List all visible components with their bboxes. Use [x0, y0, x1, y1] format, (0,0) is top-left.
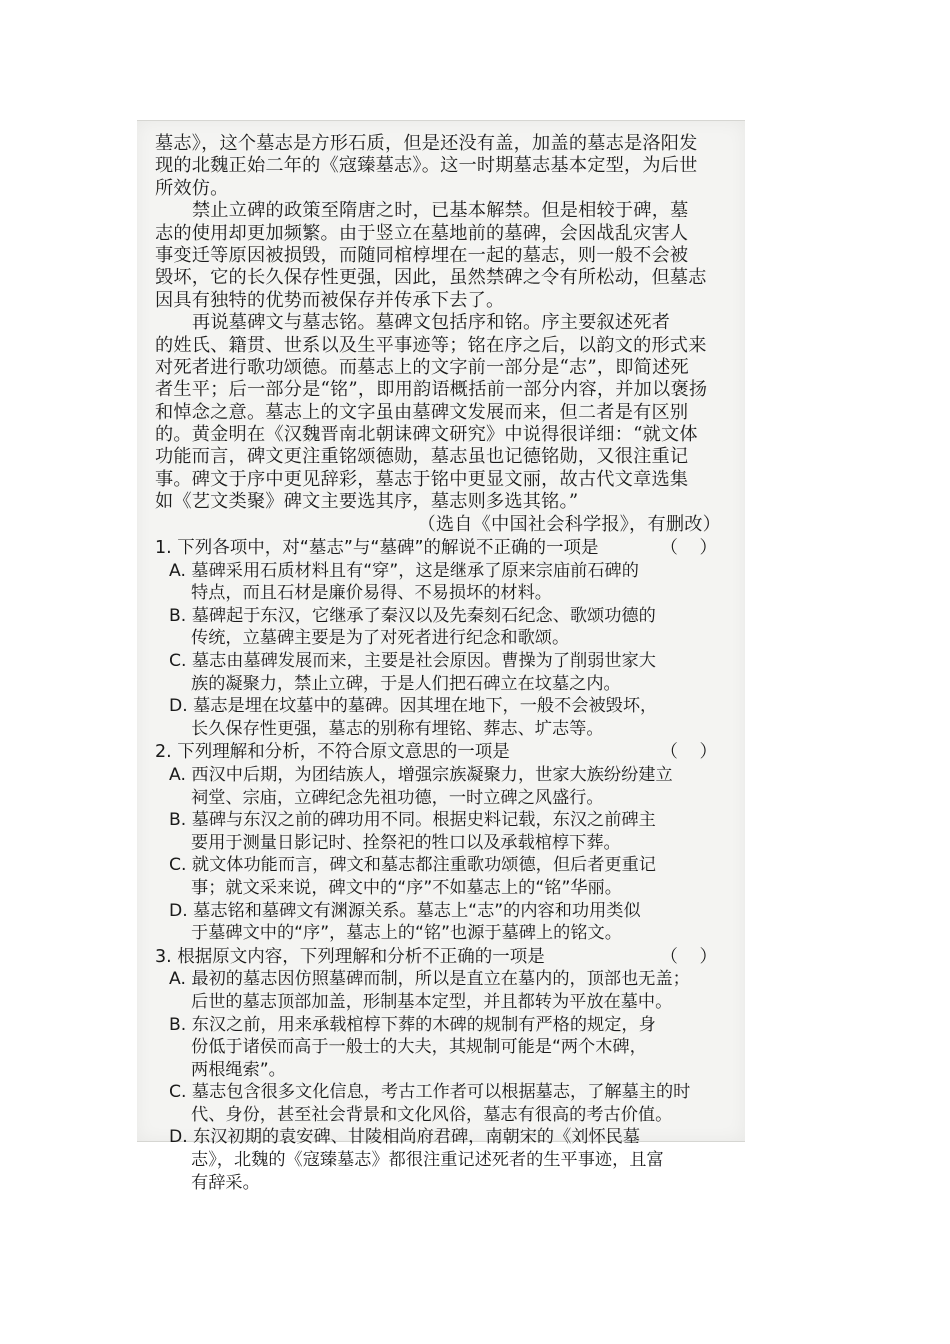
option-b: B. 墓碑起于东汉，它继承了秦汉以及先秦刻石纪念、歌颂功德的 传统，立墓碑主要是为了对死者进行纪念和歌颂。 [169, 605, 656, 649]
text-line: 墓志》，这个墓志是方形石质，但是还没有盖，加盖的墓志是洛阳发 [155, 133, 698, 154]
text-line: 者生平；后一部分是“铭”，即用韵语概括前一部分内容，并加以褒扬 [155, 379, 708, 401]
page-content [155, 133, 733, 1194]
question-stem: 1. 下列各项中，对“墓志”与“墓碑”的解说不正确的一项是 [155, 538, 599, 559]
text-line: 事变迁等原因被损毁，而随同棺椁埋在一起的墓志，则一般不会被 [155, 244, 689, 266]
option-c: C. 就文体功能而言，碑文和墓志都注重歌功颂德，但后者更重记 事；就文采来说，碑文中的“序”不如墓志上的“铭”华丽。 [169, 855, 656, 898]
question-stem: 2. 下列理解和分析，不符合原文意思的一项是 [155, 742, 510, 763]
option-d: D. 东汉初期的袁安碑、甘陵相尚府君碑，南朝宋的《刘怀民墓 志》，北魏的《寇臻墓志》都很注重记述死者的生平事迹，且富 有辞采。 [169, 1127, 664, 1193]
option-d: D. 墓志是埋在坟墓中的墓碑。因其埋在地下，一般不会被毁坏， 长久保存性更强，墓志的别称有埋铭、葬志、圹志等。 [169, 696, 658, 739]
text-line: 志的使用却更加频繁。由于竖立在墓地前的墓碑，会因战乱灾害人 [155, 222, 689, 244]
answer-blank: （ ） [660, 742, 725, 763]
source-citation: （选自《中国社会科学报》，有删改） [417, 513, 721, 535]
option-d: D. 墓志铭和墓碑文有渊源关系。墓志上“志”的内容和功用类似 于墓碑文中的“序”，墓志上的“铭”也源于墓碑上的铭文。 [169, 900, 641, 944]
option-c: C. 墓志包含很多文化信息，考古工作者可以根据墓志，了解墓主的时 代、身份，甚至社会背景和文化风俗，墓志有很高的考古价值。 [169, 1082, 691, 1125]
question-stem: 3. 根据原文内容，下列理解和分析不正确的一项是 [155, 946, 545, 967]
option-a: A. 墓碑采用石质材料且有“穿”，这是继承了原来宗庙前石碑的 特点，而且石材是廉价易得、不易损坏的材料。 [169, 560, 639, 604]
passage-paragraph-3 [155, 312, 733, 514]
question-1 [155, 537, 733, 740]
text-line: 的。黄金明在《汉魏晋南北朝诔碑文研究》中说得很详细：“就文体 [155, 424, 698, 446]
text-line: 因具有独特的优势而被保存并传承下去了。 [155, 289, 505, 311]
text-line: 和悼念之意。墓志上的文字虽由墓碑文发展而来，但二者是有区别 [155, 401, 689, 423]
answer-blank: （ ） [660, 538, 725, 559]
text-line: 现的北魏正始二年的《寇臻墓志》。这一时期墓志基本定型，为后世 [155, 155, 698, 177]
option-a: A. 西汉中后期，为团结族人，增强宗族凝聚力，世家大族纷纷建立 祠堂、宗庙，立碑纪念先祖功德，一时立碑之风盛行。 [169, 764, 673, 808]
scanned-page [137, 120, 745, 1193]
passage-paragraph-2 [155, 200, 733, 312]
text-line: 毁坏，它的长久保存性更强，因此，虽然禁碑之令有所松动，但墓志 [155, 267, 707, 289]
text-line: 对死者进行歌功颂德。而墓志上的文字前一部分是“志”，即简述死 [155, 356, 689, 378]
text-line: 事。碑文于序中更见辞彩，墓志于铭中更显文丽，故古代文章选集 [155, 468, 689, 490]
option-b: B. 墓碑与东汉之前的碑功用不同。根据史料记载，东汉之前碑主 要用于测量日影记时、拴祭祀的牲口以及承载棺椁下葬。 [169, 810, 656, 853]
text-line: 功能而言，碑文更注重铭颂德勋，墓志虽也记德铭勋，又很注重记 [155, 446, 689, 468]
question-3 [155, 946, 733, 1195]
passage-paragraph-1 [155, 133, 733, 200]
option-a: A. 最初的墓志因仿照墓碑而制，所以是直立在墓内的，顶部也无盖； 后世的墓志顶部加盖，形制基本定型，并且都转为平放在墓中。 [169, 969, 690, 1012]
text-line: 所效仿。 [155, 177, 229, 199]
option-b: B. 东汉之前，用来承载棺椁下葬的木碑的规制有严格的规定，身 份低于诸侯而高于一般士的大夫，其规制可能是“两个木碑， 两根绳索”。 [169, 1014, 656, 1080]
question-2 [155, 741, 733, 944]
text-line: 再说墓碑文与墓志铭。墓碑文包括序和铭。序主要叙述死者 [192, 312, 671, 334]
option-c: C. 墓志由墓碑发展而来，主要是社会原因。曹操为了削弱世家大 族的凝聚力，禁止立碑，于是人们把石碑立在坟墓之内。 [169, 651, 656, 694]
answer-blank: （ ） [660, 946, 725, 967]
text-line: 禁止立碑的政策至隋唐之时，已基本解禁。但是相较于碑，墓 [192, 200, 689, 222]
text-line: 的姓氏、籍贯、世系以及生平事迹等；铭在序之后，以韵文的形式来 [155, 334, 707, 356]
text-line: 如《艺文类聚》碑文主要选其序，墓志则多选其铭。” [155, 491, 579, 513]
